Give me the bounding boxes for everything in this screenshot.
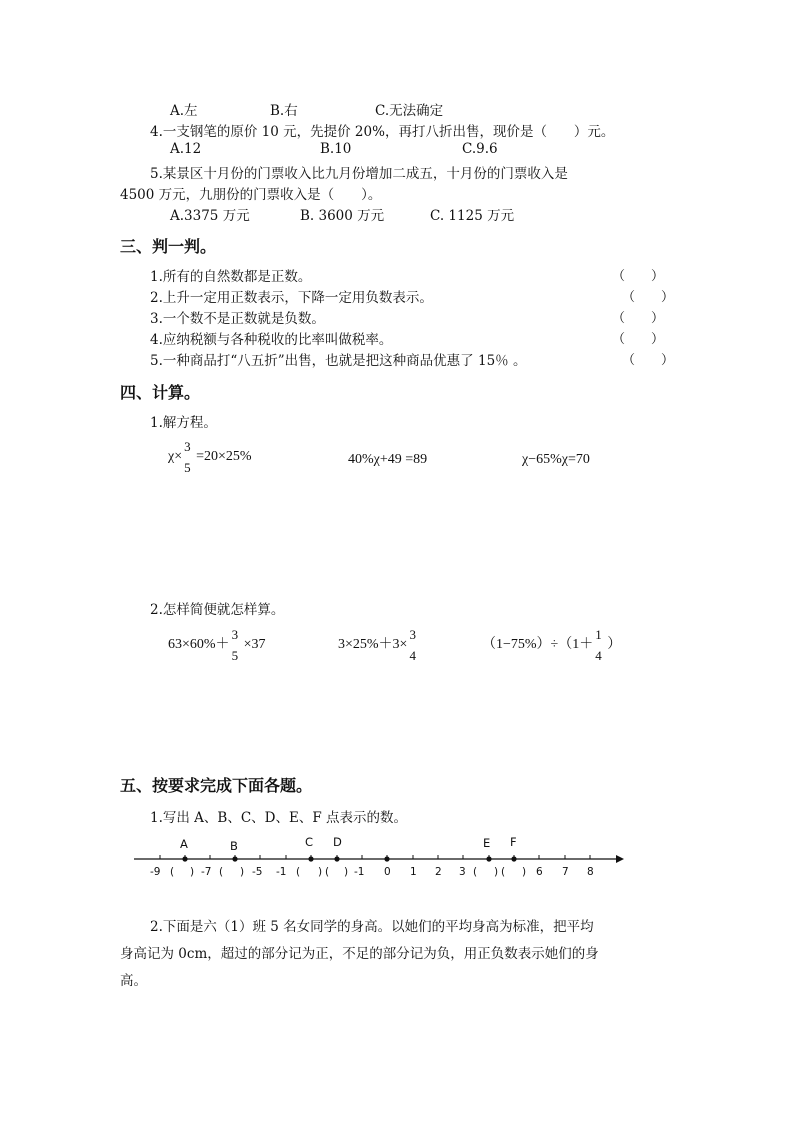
tick-label: (: [296, 866, 301, 878]
q5-option-c: C. 1125 万元: [430, 208, 515, 224]
height-question-line1: 2.下面是六（1）班 5 名女同学的身高。以她们的平均身高为标准，把平均: [150, 919, 594, 935]
tick-label: (: [170, 866, 175, 878]
point-label-e: E: [483, 836, 491, 850]
equation-3: χ−65%χ=70: [522, 452, 590, 467]
number-line: [0, 830, 793, 880]
calc-3-fraction: [594, 628, 603, 662]
q5-line2: 4500 万元，九朋份的门票收入是（ ）。: [120, 187, 382, 203]
fraction-denominator: 5: [231, 648, 239, 663]
q4-option-c: C.9.6: [462, 141, 498, 157]
equation-1-post: =20×25%: [192, 449, 252, 465]
tick-label: ): [522, 866, 527, 878]
equation-1-fraction: [183, 440, 192, 474]
fraction-numerator: 3: [231, 627, 239, 642]
q3-option-b: B.右: [270, 103, 298, 119]
fraction-numerator: 1: [595, 627, 602, 642]
calc-1-post: ×37: [240, 637, 266, 653]
calc-3-pre: （1−75%）÷（1＋: [482, 637, 594, 653]
tick-label: 0: [384, 866, 391, 878]
point-label-b: B: [230, 839, 238, 853]
fraction-numerator: 3: [409, 627, 416, 642]
calc-2-fraction: [408, 628, 417, 662]
point-label-c: C: [305, 835, 314, 849]
fraction-denominator: 5: [184, 460, 191, 475]
fraction-denominator: 4: [595, 648, 602, 663]
calc-2-pre: 3×25%＋3×: [338, 637, 408, 653]
calc-1-fraction: [231, 628, 240, 662]
q4-text: 4.一支钢笔的原价 10 元，先提价 20%，再打八折出售，现价是（ ）元。: [150, 124, 615, 140]
tick-label: -1: [354, 866, 365, 878]
equation-1-pre: χ×: [168, 449, 183, 465]
tick-label: (: [219, 866, 224, 878]
equation-1: [168, 440, 252, 474]
tick-label: 3: [459, 866, 466, 878]
tick-label: 2: [435, 866, 442, 878]
calc-3: [482, 628, 621, 662]
tick-label: (: [473, 866, 478, 878]
equation-2: 40%χ+49 =89: [348, 452, 428, 467]
q4-option-b: B.10: [320, 141, 352, 157]
tick-label: ): [318, 866, 323, 878]
fraction-denominator: 4: [409, 648, 416, 663]
q4-option-a: A.12: [170, 141, 202, 157]
judge-item-5: 5.一种商品打“八五折”出售，也就是把这种商品优惠了 15％ 。: [150, 353, 527, 369]
q5-line1: 5.某景区十月份的门票收入比九月份增加二成五，十月份的门票收入是: [150, 166, 568, 182]
tick-label: 6: [536, 866, 543, 878]
calc-2: [338, 628, 418, 662]
simplify-label: 2.怎样简便就怎样算。: [150, 602, 285, 618]
tick-label: -9: [150, 866, 161, 878]
tick-label: ): [344, 866, 349, 878]
point-label-f: F: [510, 835, 517, 849]
tick-label: (: [501, 866, 506, 878]
tick-label: ): [240, 866, 245, 878]
tick-label: -5: [252, 866, 263, 878]
height-question-line2: 身高记为 0cm，超过的部分记为正，不足的部分记为负，用正负数表示她们的身: [120, 946, 599, 962]
tick-label: 1: [410, 866, 417, 878]
judge-item-4: 4.应纳税额与各种税收的比率叫做税率。: [150, 332, 393, 348]
tick-label: -7: [201, 866, 212, 878]
tick-label: ): [494, 866, 499, 878]
q5-option-b: B. 3600 万元: [300, 208, 385, 224]
tick-label: -1: [276, 866, 287, 878]
judge-item-3: 3.一个数不是正数就是负数。: [150, 311, 325, 327]
judge-answer-3[interactable]: （ ）: [612, 311, 665, 326]
calc-1: [168, 628, 265, 662]
q3-option-c: C.无法确定: [375, 103, 444, 119]
judge-item-2: 2.上升一定用正数表示，下降一定用负数表示。: [150, 290, 433, 306]
tick-label: 8: [587, 866, 594, 878]
judge-item-1: 1.所有的自然数都是正数。: [150, 269, 312, 285]
section5-title: 五、按要求完成下面各题。: [120, 776, 313, 795]
number-line-axis: [0, 830, 793, 880]
calc-1-pre: 63×60%＋: [168, 637, 230, 653]
judge-answer-5[interactable]: （ ）: [622, 353, 675, 368]
q5-option-a: A.3375 万元: [170, 208, 250, 224]
q3-option-a: A.左: [170, 103, 198, 119]
calc-3-post: ）: [603, 637, 622, 653]
tick-label: ): [190, 866, 195, 878]
judge-answer-1[interactable]: （ ）: [612, 269, 665, 284]
judge-answer-2[interactable]: （ ）: [622, 290, 675, 305]
point-label-d: D: [333, 835, 342, 849]
solve-equations-label: 1.解方程。: [150, 415, 217, 431]
point-label-a: A: [180, 837, 188, 851]
section3-title: 三、判一判。: [120, 237, 217, 256]
tick-label: 7: [562, 866, 569, 878]
height-question-line3: 高。: [120, 973, 147, 989]
number-line-question: 1.写出 A、B、C、D、E、F 点表示的数。: [150, 810, 408, 826]
fraction-numerator: 3: [184, 439, 191, 454]
section4-title: 四、计算。: [120, 383, 201, 402]
tick-label: (: [325, 866, 330, 878]
judge-answer-4[interactable]: （ ）: [612, 332, 665, 347]
